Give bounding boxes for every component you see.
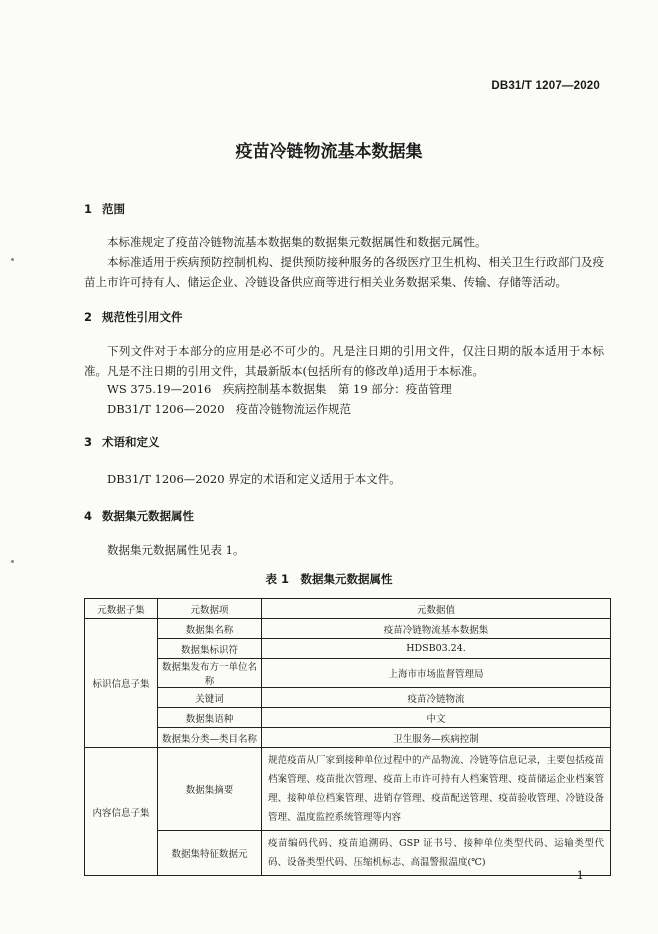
item-cell: 数据集摘要 <box>158 748 262 831</box>
table-caption: 表 1 数据集元数据属性 <box>265 572 393 586</box>
section-title: 范围 <box>102 202 125 216</box>
table-row <box>85 619 611 639</box>
table-row <box>85 688 611 708</box>
item-cell: 数据集标识符 <box>158 639 262 659</box>
section-title: 规范性引用文件 <box>102 310 183 324</box>
section-number: 2 <box>84 310 93 324</box>
item-cell: 数据集名称 <box>158 619 262 639</box>
value-cell: 中文 <box>262 708 611 728</box>
table-row <box>85 831 611 876</box>
item-cell: 数据集分类—类目名称 <box>158 728 262 748</box>
section-2-heading <box>84 309 183 325</box>
scan-speck <box>11 258 14 261</box>
section-1-para-1: 本标准规定了疫苗冷链物流基本数据集的数据集元数据属性和数据元属性。 <box>107 235 487 249</box>
metadata-table <box>84 598 611 876</box>
value-cell: HDSB03.24. <box>262 639 611 659</box>
section-title: 数据集元数据属性 <box>102 509 194 523</box>
value-cell: 卫生服务—疾病控制 <box>262 728 611 748</box>
table-row <box>85 748 611 831</box>
section-number: 3 <box>84 435 93 449</box>
value-cell: 上海市市场监督管理局 <box>262 659 611 688</box>
section-title: 术语和定义 <box>102 435 160 449</box>
section-4-para-1: 数据集元数据属性见表 1。 <box>107 543 245 557</box>
item-cell: 关键词 <box>158 688 262 708</box>
standard-code: DB31/T 1207—2020 <box>491 80 600 92</box>
subset-cell: 内容信息子集 <box>85 748 158 876</box>
subset-cell: 标识信息子集 <box>85 619 158 748</box>
section-2-para-1: 下列文件对于本部分的应用是必不可少的。凡是注日期的引用文件，仅注日期的版本适用于本标准。凡是不注日期的引用文件，其最新版本(包括所有的修改单)适用于本标准。 <box>84 344 604 378</box>
table-header-row <box>85 599 611 619</box>
item-cell: 数据集特征数据元 <box>158 831 262 876</box>
table-row <box>85 728 611 748</box>
section-3-heading <box>84 434 160 450</box>
page-number: 1 <box>576 868 584 882</box>
value-cell: 疫苗冷链物流基本数据集 <box>262 619 611 639</box>
table-header-cell: 元数据值 <box>262 599 611 619</box>
table-row <box>85 708 611 728</box>
value-cell: 疫苗编码代码、疫苗追溯码、GSP 证书号、接种单位类型代码、运输类型代码、设备类型代码、压缩机标志、高温警报温度(℃) <box>262 831 611 876</box>
reference-1: WS 375.19—2016 疾病控制基本数据集 第 19 部分：疫苗管理 <box>107 382 452 396</box>
section-3-para-1: DB31/T 1206—2020 界定的术语和定义适用于本文件。 <box>107 472 401 486</box>
item-cell: 数据集发布方一单位名称 <box>158 659 262 688</box>
document-title: 疫苗冷链物流基本数据集 <box>235 142 423 162</box>
section-4-heading <box>84 508 194 524</box>
section-number: 4 <box>84 509 93 523</box>
scan-speck <box>11 560 14 563</box>
table-header-cell: 元数据子集 <box>85 599 158 619</box>
value-cell: 疫苗冷链物流 <box>262 688 611 708</box>
table-row <box>85 659 611 688</box>
section-number: 1 <box>84 202 93 216</box>
table-header-cell: 元数据项 <box>158 599 262 619</box>
table-row <box>85 639 611 659</box>
section-1-para-2: 本标准适用于疾病预防控制机构、提供预防接种服务的各级医疗卫生机构、相关卫生行政部门及疫苗上市许可持有人、储运企业、冷链设备供应商等进行相关业务数据采集、传输、存储等活动。 <box>84 255 604 289</box>
value-cell: 规范疫苗从厂家到接种单位过程中的产品物流、冷链等信息记录，主要包括疫苗档案管理、疫苗批次管理、疫苗上市许可持有人档案管理、疫苗储运企业档案管理、接种单位档案管理、进销存管理、疫苗配送管理、疫苗验收管理、冷链设备管理、温度监控系统管理等内容 <box>262 748 611 831</box>
reference-2: DB31/T 1206—2020 疫苗冷链物流运作规范 <box>107 402 352 416</box>
section-1-heading <box>84 201 125 217</box>
item-cell: 数据集语种 <box>158 708 262 728</box>
